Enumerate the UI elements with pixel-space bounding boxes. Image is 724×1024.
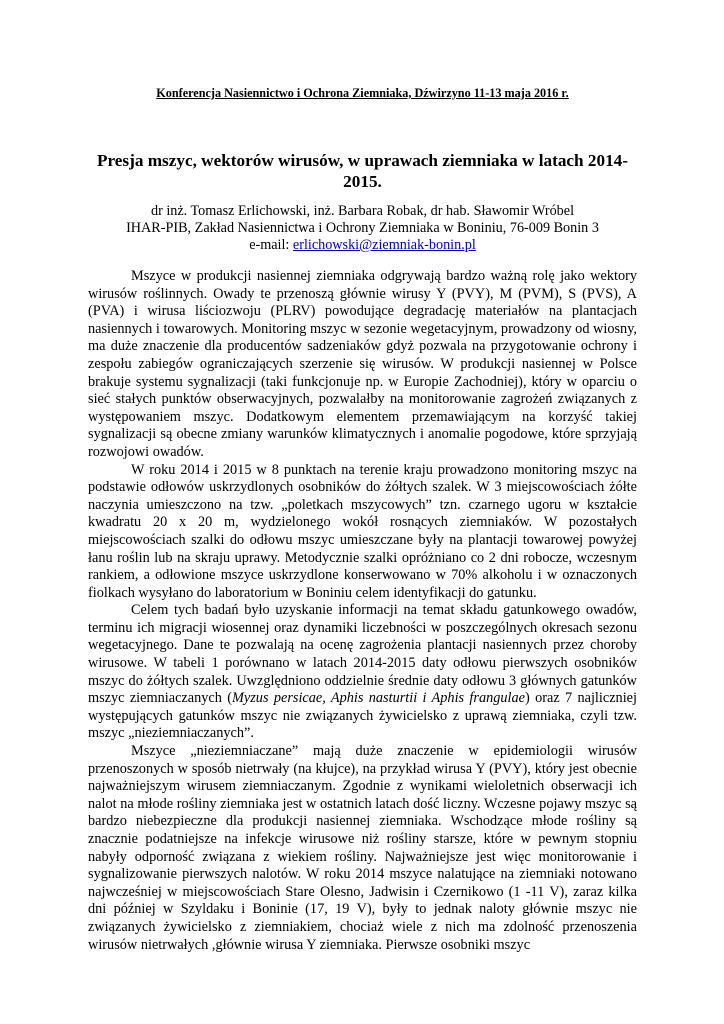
paragraph-3-text-b: ) oraz 7 najliczniej występujących gatunków mszyc nie związanych żywicielsko z uprawą ziemniaka, czyli tzw. mszyc „nieziemniaczanych”.	[88, 690, 637, 742]
paragraph-3-text-a: Celem tych badań było uzyskanie informacji na temat składu gatunkowego owadów, terminu ich migracji wiosennej oraz dynamiki liczebności w poszczególnych okresach sezonu wegetacyjnego. Dane te pozwalają na ocenę zagrożenia plantacji nasiennych przez choroby wirusowe. W tabeli 1 porównano w latach 2014-2015 daty odłowu pierwszych osobników mszyc do żółtych szalek. Uwzględniono oddzielnie średnie daty odłowu 3 głównych gatunków mszyc ziemniaczanych (	[88, 602, 637, 707]
article-body	[88, 268, 637, 954]
author-block	[88, 203, 637, 254]
affiliation: IHAR-PIB, Zakład Nasiennictwa i Ochrony Ziemniaka w Boniniu, 76-009 Bonin 3	[126, 220, 599, 236]
species-names: Myzus persicae, Aphis nasturtii i Aphis frangulae	[231, 690, 526, 707]
article-title: Presja mszyc, wektorów wirusów, w uprawach ziemniaka w latach 2014-2015.	[96, 151, 628, 191]
paragraph-4: Mszyce „nieziemniaczane” mają duże znaczenie w epidemiologii wirusów przenoszonych w sposób nietrwały (na kłujce), na przykład wirusa Y (PVY), który jest obecnie najważniejszym wirusem ziemniaczanym. Zgodnie z wynikami wieloletnich obserwacji ich nalot na młode rośliny ziemniaka jest w ostatnich latach dość liczny. Wczesne pojawy mszyc są bardzo niebezpieczne dla produkcji nasiennej ziemniaka. Wschodzące młode rośliny są znacznie podatniejsze na infekcje wirusowe niż rośliny starsze, które w pewnym stopniu nabyły odporność związana z wiekiem rośliny. Najważniejsze jest więc monitorowanie i sygnalizowanie pierwszych nalotów. W roku 2014 mszyce nalatujące na ziemniaki notowano najwcześniej w miejscowościach Stare Olesno, Jadwisin i Czernikowo (1 -11 V), zaraz kilka dni później w Szyldaku i Boninie (17, 19 V), były to jednak naloty głównie mszyc nie związanych żywicielsko z ziemniakiem, chociaż wiele z nich ma zdolność przenoszenia wirusów nietrwałych ,głównie wirusa Y ziemniaka. Pierwsze osobniki mszyc	[88, 743, 637, 953]
email-line	[88, 237, 637, 254]
paragraph-3	[88, 602, 637, 743]
paragraph-1: Mszyce w produkcji nasiennej ziemniaka odgrywają bardzo ważną rolę jako wektory wirusów roślinnych. Owady te przenoszą głównie wirusy Y (PVY), M (PVM), S (PVS), A (PVA) i wirusa liściozwoju (PLRV) powodujące degradację materiałów na plantacjach nasiennych i towarowych. Monitoring mszyc w sezonie wegetacyjnym, prowadzony od wiosny, ma duże znaczenie dla producentów sadzeniaków gdyż pozwala na przygotowanie ochrony i zespołu zabiegów ograniczających szerzenie się wirusów. W produkcji nasiennej w Polsce brakuje systemu sygnalizacji (taki funkcjonuje np. w Europie Zachodniej), który w oparciu o sieć stałych punktów obserwacyjnych, pozwalałby na monitorowanie zagrożeń związanych z występowaniem mszyc. Dodatkowym elementem przemawiającym na korzyść takiej sygnalizacji są obecne zmiany warunków klimatycznych i anomalie pogodowe, które sprzyjają rozwojowi owadów.	[88, 268, 637, 460]
paragraph-2: W roku 2014 i 2015 w 8 punktach na terenie kraju prowadzono monitoring mszyc na podstawie odłowów uskrzydlonych osobników do żółtych szalek. W 3 miejscowościach żółte naczynia umieszczono na tzw. „poletkach mszycowych” tzn. czarnego ugoru w kształcie kwadratu 20 x 20 m, wydzielonego wokół rosnących ziemniaków. W pozostałych miejscowościach szalki do odłowu mszyc umieszczane były na plantacji towarowej powyżej łanu roślin lub na skraju uprawy. Metodycznie szalki opróżniano co 2 dni robocze, wczesnym rankiem, a odłowione mszyce uskrzydlone konserwowano w 70% alkoholu i w oznaczonych fiolkach wysyłano do laboratorium w Boniniu celem identyfikacji do gatunku.	[88, 461, 637, 601]
author-names: dr inż. Tomasz Erlichowski, inż. Barbara Robak, dr hab. Sławomir Wróbel	[150, 203, 575, 219]
conference-header: Konferencja Nasiennictwo i Ochrona Ziemniaka, Dźwirzyno 11-13 maja 2016 r.	[156, 86, 569, 100]
email-link[interactable]: erlichowski@ziemniak-bonin.pl	[292, 237, 476, 253]
email-label: e-mail:	[249, 237, 293, 253]
